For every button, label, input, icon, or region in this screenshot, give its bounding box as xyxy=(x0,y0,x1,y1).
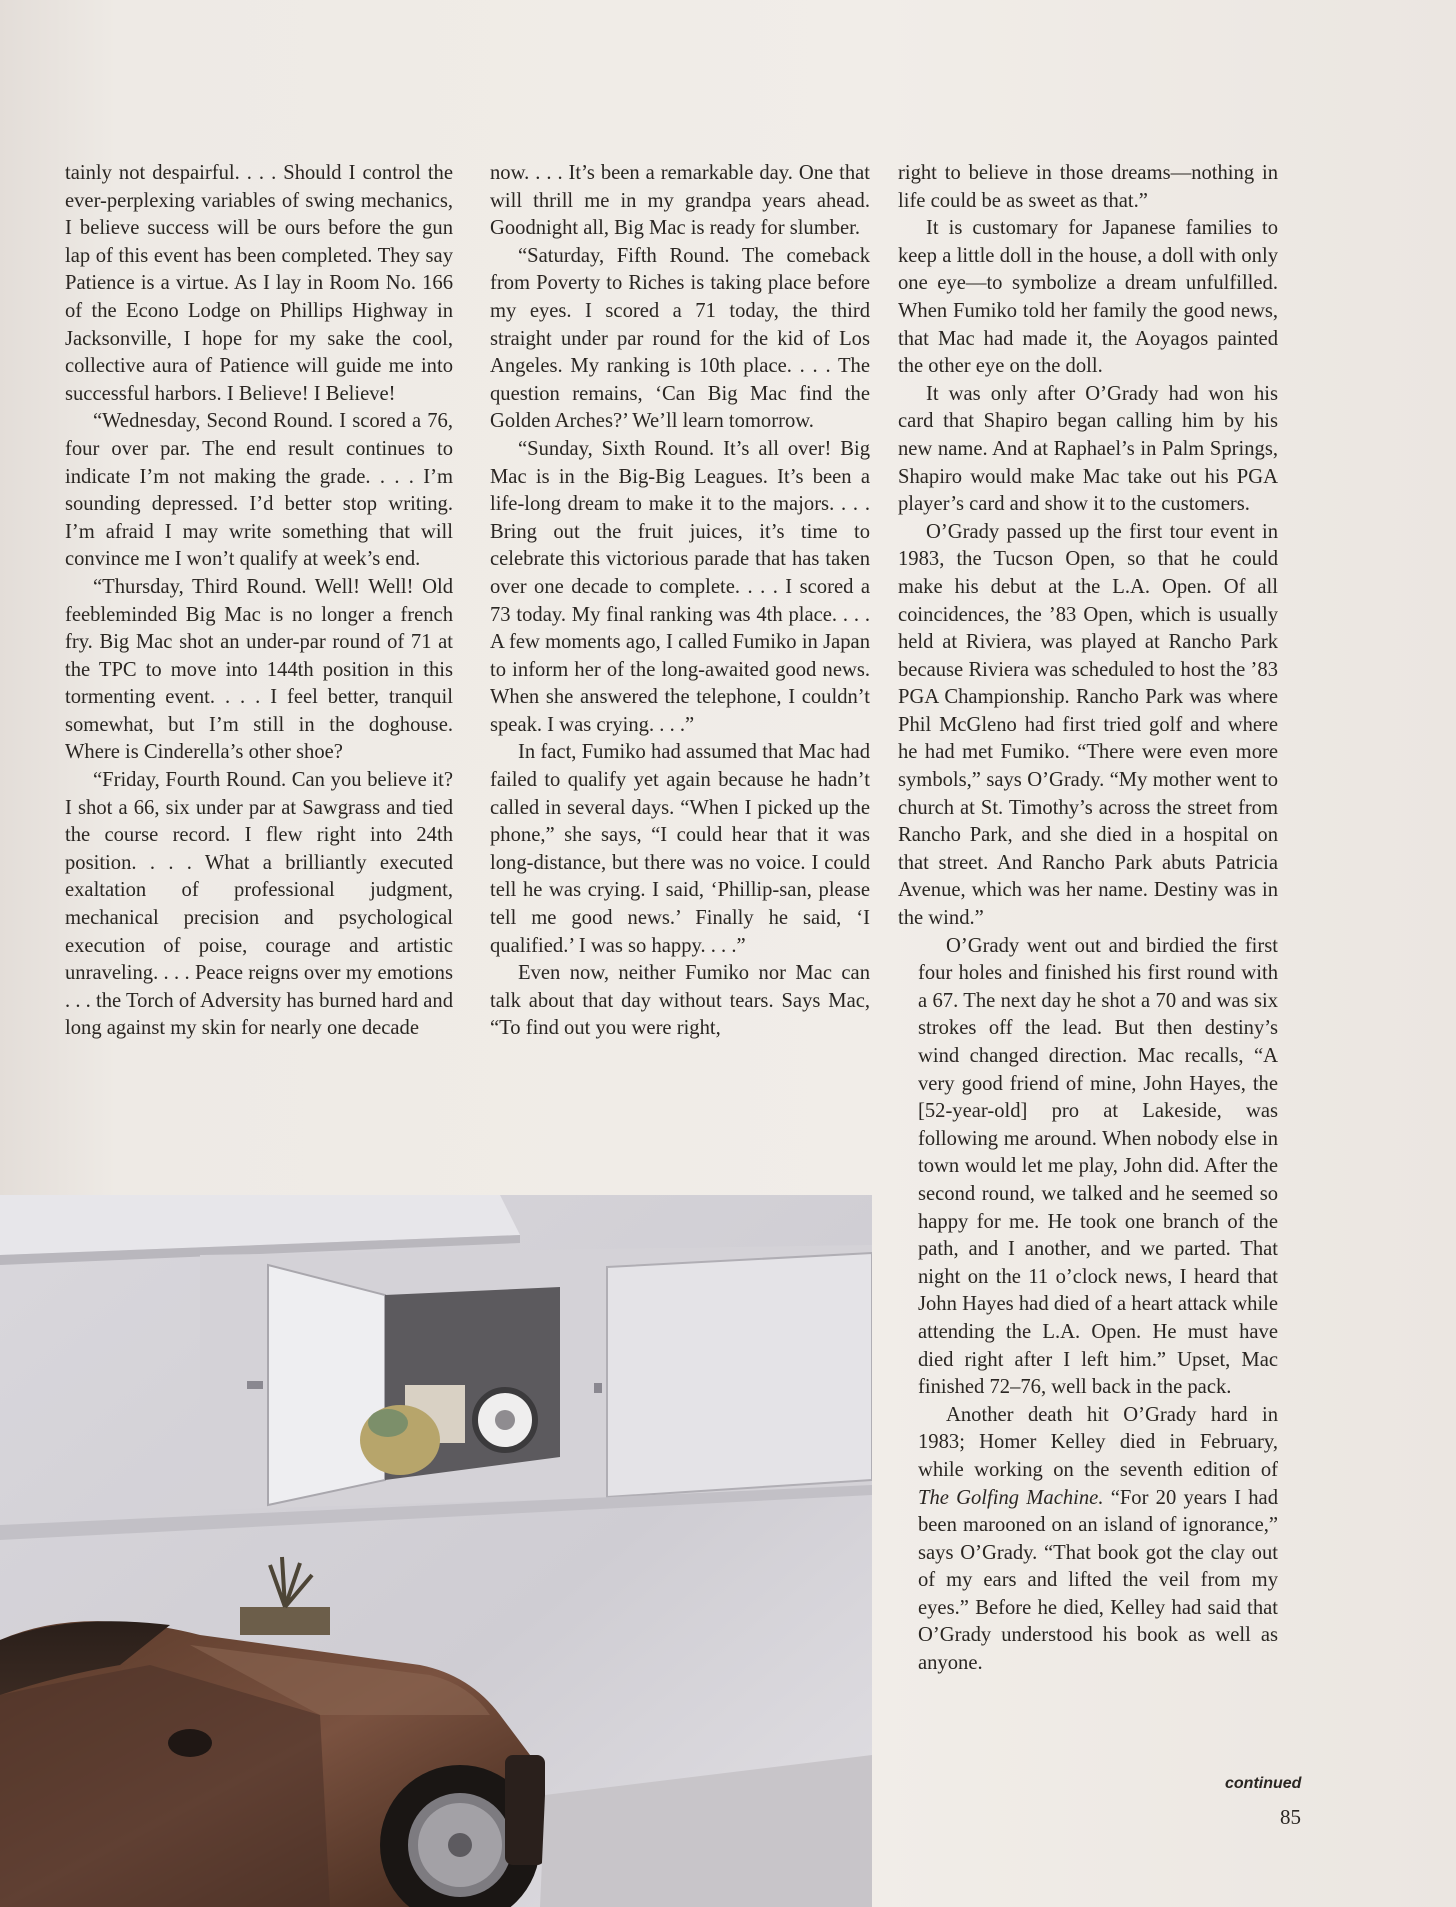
paragraph: “Friday, Fourth Round. Can you believe it? I shot a 66, six under par at Sawgrass and tied the course record. I flew right into 24th position. . . . What a brilliantly executed exaltation of professional judgment, mechanical precision and psychological execution of poise, courage and artistic unraveling. . . . Peace reigns over my emotions . . . the Torch of Adversity has burned hard and long against my skin for nearly one decade xyxy=(65,769,453,1040)
paragraph: In fact, Fumiko had assumed that Mac had failed to qualify yet again because he hadn’t called in several days. “When I picked up the phone,” she says, “I could hear that it was long-distance, but there was no voice. I could tell he was crying. I said, ‘Phillip-san, please tell me good news.’ Finally he said, ‘I qualified.’ I was so happy. . . .” xyxy=(490,741,870,957)
book-title: The Golfing Machine. xyxy=(918,1486,1104,1509)
garage-car-photo-illustration xyxy=(0,1195,872,1907)
garage-photo xyxy=(0,1195,872,1907)
article-column-2 xyxy=(490,160,870,1043)
paragraph-text: “For 20 years I had been marooned on an island of ignorance,” says O’Grady. “That book got the clay out of my ears and lifted the veil from my eyes.” Before he died, Kelley had said that O’Grady understood his book as well as anyone. xyxy=(918,1486,1278,1675)
paragraph: It is customary for Japanese families to keep a little doll in the house, a doll with only one eye—to symbolize a dream unfulfilled. When Fumiko told her family the good news, that Mac had made it, the Aoyagos painted the other eye on the doll. xyxy=(898,217,1278,378)
continued-label: continued xyxy=(1225,1775,1302,1792)
paragraph: O’Grady went out and birdied the first four holes and finished his first round with a 67. The next day he shot a 70 and was six strokes off the lead. But then destiny’s wind changed direction. Mac recalls, “A very good friend of mine, John Hayes, the [52-year-old] pro at Lakeside, was following me around. When nobody else in town would let me play, John did. After the second round, we talked and he seemed so happy for me. He took one branch of the path, and I another, and we parted. That night on the 11 o’clock news, I heard that John Hayes had died of a heart attack while attending the L.A. Open. He must have died right after I left him.” Upset, Mac finished 72–76, well back in the pack. xyxy=(918,934,1278,1399)
paragraph: “Sunday, Sixth Round. It’s all over! Big Mac is in the Big-Big Leagues. It’s been a life-long dream to make it to the majors. . . . Bring out the fruit juices, it’s time to celebrate this victorious parade that has taken over one decade to complete. . . . I scored a 73 today. My final ranking was 4th place. . . . A few moments ago, I called Fumiko in Japan to inform her of the long-awaited good news. When she answered the telephone, I couldn’t speak. I was crying. . . .” xyxy=(490,437,870,736)
paragraph: Even now, neither Fumiko nor Mac can talk about that day without tears. Says Mac, “To find out you were right, xyxy=(490,962,870,1040)
paragraph: right to believe in those dreams—nothing in life could be as sweet as that.” xyxy=(898,162,1278,212)
paragraph: tainly not despairful. . . . Should I control the ever-perplexing variables of swing mechanics, I believe success will be ours before the gun lap of this event has been completed. They say Patience is a virtue. As I lay in Room No. 166 of the Econo Lodge on Phillips Highway in Jacksonville, I hope for my sake the cool, collective aura of Patience will guide me into successful harbors. I Believe! I Believe! xyxy=(65,162,453,405)
paragraph: O’Grady passed up the first tour event in 1983, the Tucson Open, so that he could make his debut at the L.A. Open. Of all coincidences, the ’83 Open, which is usually held at Riviera, was played at Rancho Park because Riviera was scheduled to host the ’83 PGA Championship. Rancho Park was where Phil McGleno had first tried golf and where he had met Fumiko. “There were even more symbols,” says O’Grady. “My mother went to church at St. Timothy’s across the street from Rancho Park, and she died in a hospital on that street. And Rancho Park abuts Patricia Avenue, which was her name. Destiny was in the wind.” xyxy=(898,520,1278,930)
paragraph xyxy=(918,1402,1278,1678)
paragraph: “Saturday, Fifth Round. The comeback from Poverty to Riches is taking place before my eyes. I scored a 71 today, the third straight under par round for the kid of Los Angeles. My ranking is 10th place. . . . The question remains, ‘Can Big Mac find the Golden Arches?’ We’ll learn tomorrow. xyxy=(490,244,870,433)
paragraph: now. . . . It’s been a remarkable day. One that will thrill me in my grandpa years ahead. Goodnight all, Big Mac is ready for slumber. xyxy=(490,162,870,240)
paragraph: It was only after O’Grady had won his card that Shapiro began calling him by his new name. And at Raphael’s in Palm Springs, Shapiro would make Mac take out his PGA player’s card and show it to the customers. xyxy=(898,382,1278,516)
article-column-3 xyxy=(898,160,1278,1678)
article-column-1 xyxy=(65,160,453,1043)
paragraph-text: Another death hit O’Grady hard in 1983; Homer Kelley died in February, while working on the seventh edition of xyxy=(918,1403,1278,1481)
page-number: 85 xyxy=(1280,1805,1301,1829)
paragraph: “Thursday, Third Round. Well! Well! Old feebleminded Big Mac is no longer a french fry. Big Mac shot an under-par round of 71 at the TPC to move into 144th position in this tormenting event. . . . I feel better, tranquil somewhat, but I’m still in the doghouse. Where is Cinderella’s other shoe? xyxy=(65,575,453,764)
paragraph: “Wednesday, Second Round. I scored a 76, four over par. The end result continues to indicate I’m not making the grade. . . . I’m sounding depressed. I’d better stop writing. I’m afraid I may write something that will convince me I won’t qualify at week’s end. xyxy=(65,410,453,571)
